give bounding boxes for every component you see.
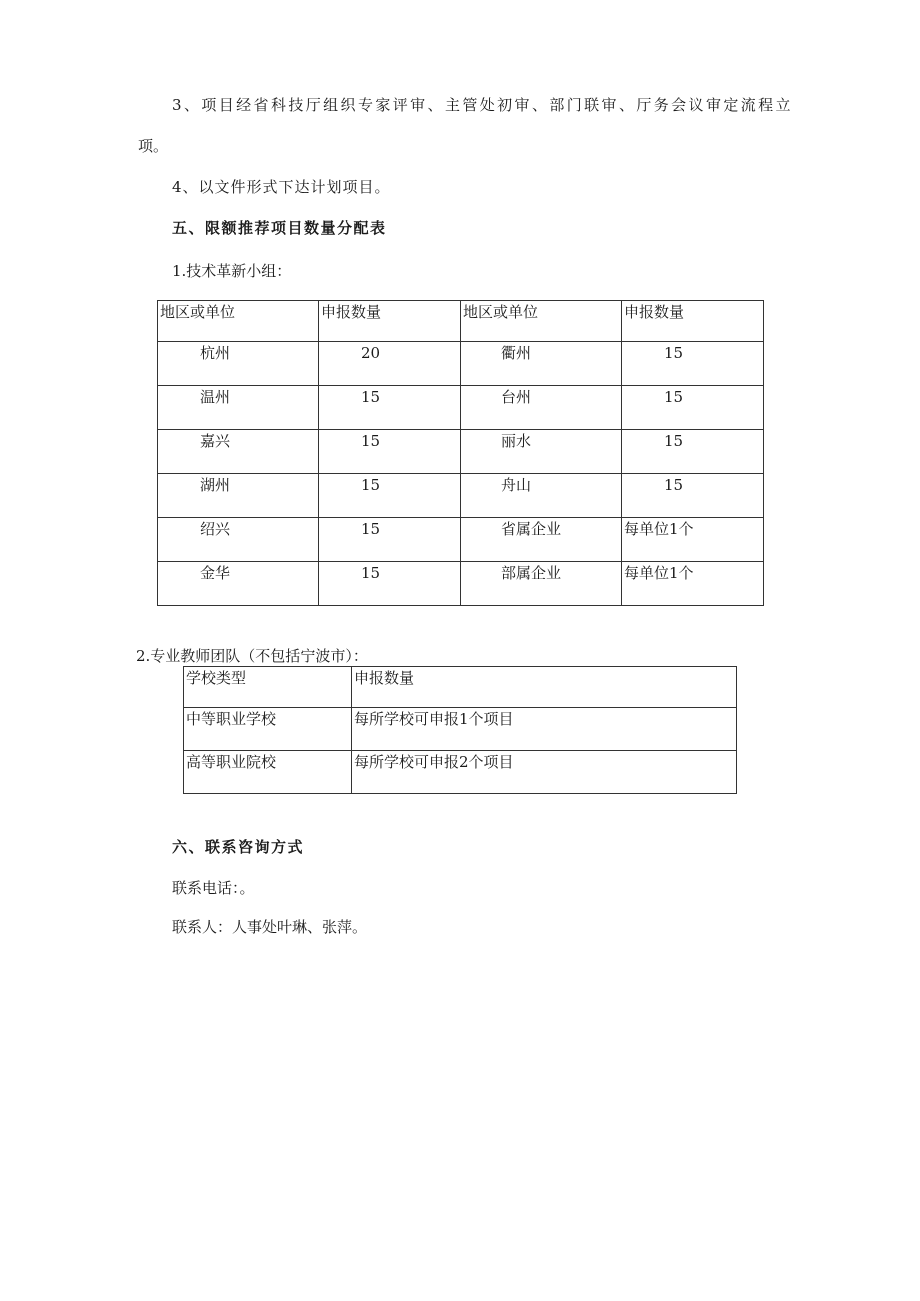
count-cell: 15 (319, 518, 461, 562)
region-cell: 丽水 (461, 430, 622, 474)
paragraph-3-line-2: 项。 (138, 137, 169, 155)
table-row (158, 474, 764, 518)
header-cell: 申报数量 (622, 301, 764, 342)
count-cell: 20 (319, 342, 461, 386)
count-cell: 每所学校可申报2个项目 (352, 751, 737, 794)
table-header-row (158, 301, 764, 342)
section-5-heading: 五、限额推荐项目数量分配表 (172, 219, 387, 237)
table-row (158, 430, 764, 474)
paragraph-3-line-1: 3、项目经省科技厅组织专家评审、主管处初审、部门联审、厅务会议审定流程立 (172, 96, 793, 114)
header-cell: 申报数量 (319, 301, 461, 342)
table-row (158, 342, 764, 386)
school-type-cell: 高等职业院校 (184, 751, 352, 794)
school-type-cell: 中等职业学校 (184, 708, 352, 751)
region-cell: 台州 (461, 386, 622, 430)
subsection-2-title: 2.专业教师团队（不包括宁波市）： (136, 647, 368, 665)
contact-person: 联系人：人事处叶琳、张萍。 (172, 918, 368, 936)
region-cell: 嘉兴 (158, 430, 319, 474)
table-header-row (184, 667, 737, 708)
table-row (184, 751, 737, 794)
count-cell: 15 (319, 386, 461, 430)
section-6-heading: 六、联系咨询方式 (172, 838, 305, 856)
subsection-1-title: 1.技术革新小组： (172, 262, 292, 280)
region-cell: 杭州 (158, 342, 319, 386)
table-row (158, 518, 764, 562)
region-cell: 衢州 (461, 342, 622, 386)
count-cell: 15 (319, 562, 461, 606)
paragraph-4: 4、以文件形式下达计划项目。 (172, 178, 391, 196)
count-cell: 15 (622, 474, 764, 518)
count-cell: 15 (622, 430, 764, 474)
region-cell: 绍兴 (158, 518, 319, 562)
header-cell: 申报数量 (352, 667, 737, 708)
count-cell: 15 (319, 430, 461, 474)
count-cell: 每所学校可申报1个项目 (352, 708, 737, 751)
region-cell: 省属企业 (461, 518, 622, 562)
contact-phone: 联系电话：。 (172, 879, 255, 897)
count-cell: 15 (622, 386, 764, 430)
header-cell: 地区或单位 (461, 301, 622, 342)
region-cell: 湖州 (158, 474, 319, 518)
region-cell: 部属企业 (461, 562, 622, 606)
count-cell: 15 (319, 474, 461, 518)
region-cell: 金华 (158, 562, 319, 606)
table-row (158, 386, 764, 430)
header-cell: 学校类型 (184, 667, 352, 708)
table-row (158, 562, 764, 606)
count-cell: 每单位1个 (622, 518, 764, 562)
region-cell: 温州 (158, 386, 319, 430)
count-cell: 每单位1个 (622, 562, 764, 606)
header-cell: 地区或单位 (158, 301, 319, 342)
table-row (184, 708, 737, 751)
region-cell: 舟山 (461, 474, 622, 518)
quota-table-teacher-teams (183, 666, 737, 794)
quota-table-innovation-groups (157, 300, 764, 606)
count-cell: 15 (622, 342, 764, 386)
